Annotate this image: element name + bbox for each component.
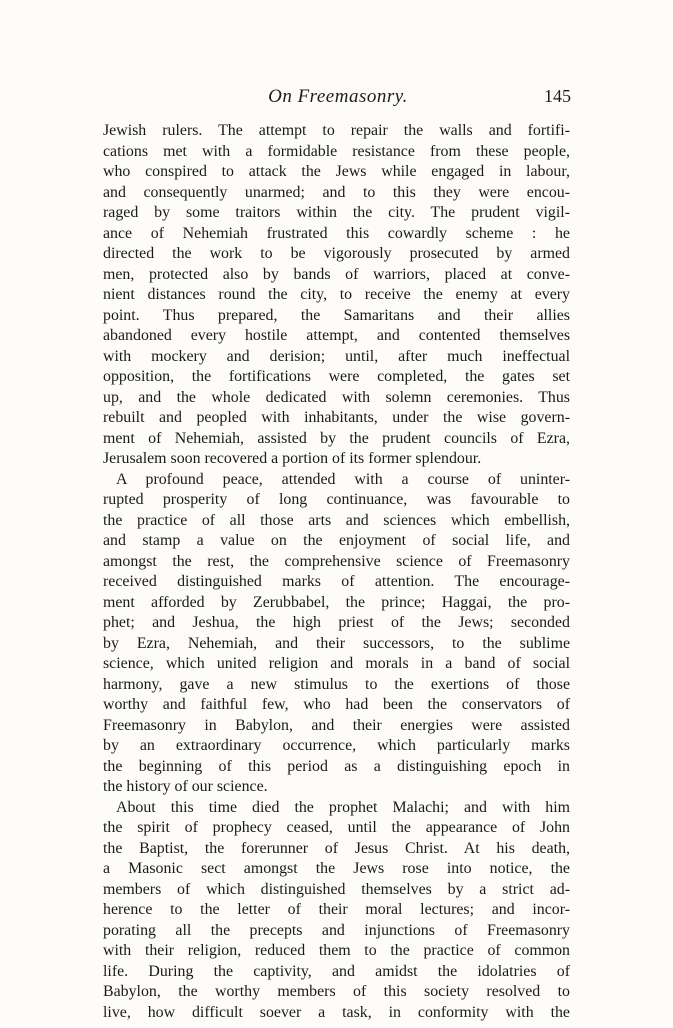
text-line: and consequently unarmed; and to this they were encou- [103,183,570,201]
text-line: and stamp a value on the enjoyment of social life, and [103,532,570,549]
text-line: up, and the whole dedicated with solemn ceremonies. Thus [103,388,570,406]
text-line: with their religion, reduced them to the practice of common [103,942,570,959]
text-line: ance of Nehemiah frustrated this cowardly scheme : he [103,224,570,242]
text-line: herence to the letter of their moral lectures; and incor- [103,901,570,918]
text-line: Jewish rulers. The attempt to repair the walls and fortifi- [103,122,570,139]
text-line: science, which united religion and morals in a band of social [103,655,570,672]
text-line: worthy and faithful few, who had been the conservators of [103,696,570,713]
text-line: point. Thus prepared, the Samaritans and their allies [103,306,570,324]
text-line: received distinguished marks of attention. The encourage- [103,573,570,590]
text-line: with mockery and derision; until, after much ineffectual [103,347,570,365]
text-line: life. During the captivity, and amidst the idolatries of [103,962,570,980]
text-line: About this time died the prophet Malachi; and with him [116,798,570,816]
text-line: members of which distinguished themselves by a strict ad- [103,880,570,898]
text-line: by Ezra, Nehemiah, and their successors, to the sublime [103,634,570,652]
text-line: ment afforded by Zerubbabel, the prince; Haggai, the pro- [103,593,570,611]
text-line: a Masonic sect amongst the Jews rose into notice, the [103,860,570,877]
text-line: cations met with a formidable resistance from these people, [103,142,570,160]
text-line: directed the work to be vigorously prosecuted by armed [103,245,570,262]
text-line: rupted prosperity of long continuance, was favourable to [103,491,570,508]
text-line: the history of our science. [103,778,268,795]
running-head: On Freemasonry. [268,86,408,107]
text-line: abandoned every hostile attempt, and contented themselves [103,327,570,344]
text-line: ment of Nehemiah, assisted by the prudent councils of Ezra, [103,429,570,447]
text-line: nient distances round the city, to receive the enemy at every [103,286,570,303]
text-line: amongst the rest, the comprehensive science of Freemasonry [103,552,570,570]
text-line: A profound peace, attended with a course of uninter- [116,470,570,488]
text-line: harmony, gave a new stimulus to the exertions of those [103,675,570,693]
text-line: opposition, the fortifications were completed, the gates set [103,368,570,385]
text-line: Babylon, the worthy members of this society resolved to [103,983,570,1000]
text-line: the Baptist, the forerunner of Jesus Christ. At his death, [103,839,570,857]
text-line: live, how difficult soever a task, in conformity with the [103,1003,570,1021]
text-line: raged by some traitors within the city. The prudent vigil- [103,204,570,221]
text-line: Jerusalem soon recovered a portion of its former splendour. [103,450,482,467]
text-line: Freemasonry in Babylon, and their energies were assisted [103,716,570,734]
text-line: rebuilt and peopled with inhabitants, under the wise govern- [103,409,570,426]
text-line: by an extraordinary occurrence, which particularly marks [103,737,570,754]
page-header [105,86,571,116]
text-line: the beginning of this period as a distinguishing epoch in [103,757,570,775]
text-line: porating all the precepts and injunctions of Freemasonry [103,921,570,939]
text-line: men, protected also by bands of warriors, placed at conve- [103,265,570,283]
text-line: the practice of all those arts and sciences which embellish, [103,511,570,529]
text-line: who conspired to attack the Jews while engaged in labour, [103,163,570,180]
page-number: 145 [544,86,571,106]
text-line: phet; and Jeshua, the high priest of the Jews; seconded [103,614,570,631]
body-text [103,121,570,1023]
text-line: the spirit of prophecy ceased, until the appearance of John [103,819,570,836]
